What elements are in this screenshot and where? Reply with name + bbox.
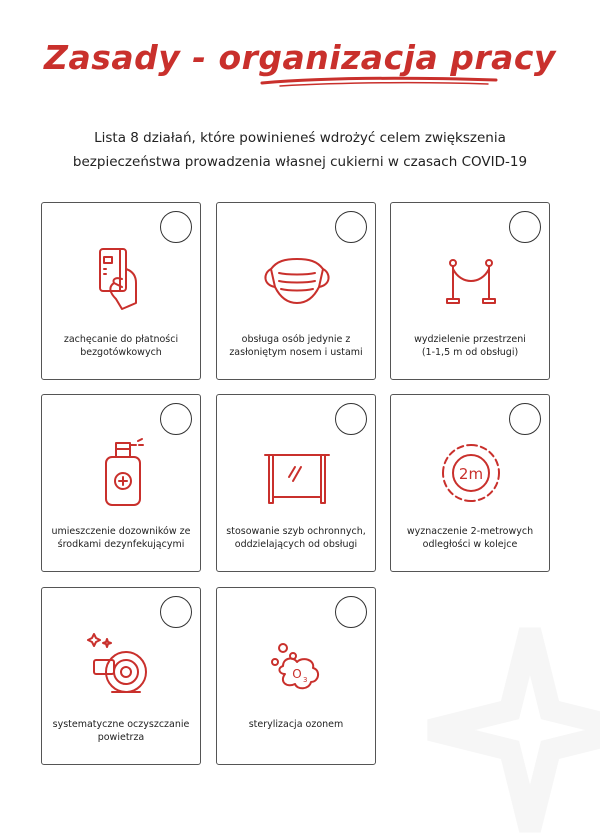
- card-label-line-2: odległości w kolejce: [422, 539, 518, 550]
- action-card-face-mask: [216, 202, 376, 380]
- card-label: [48, 525, 194, 551]
- decorative-sparkle-icon: [420, 620, 600, 840]
- card-label-line-2: oddzielających od obsługi: [234, 539, 358, 550]
- card-payment-icon: [82, 241, 162, 321]
- card-label: [48, 718, 194, 744]
- subtitle-line-1: Lista 8 działań, które powinieneś wdrożyć celem zwiększenia: [94, 130, 506, 146]
- ozone-icon: [257, 626, 337, 706]
- checkbox-circle[interactable]: [160, 211, 192, 243]
- card-label: [48, 333, 194, 359]
- card-label-line-2: bezgotówkowych: [80, 347, 162, 358]
- card-label: [223, 718, 369, 731]
- barrier-rope-icon: [431, 241, 511, 321]
- sanitizer-bottle-icon: [82, 433, 162, 513]
- card-label-line-1: systematyczne oczyszczanie: [52, 719, 190, 730]
- action-card-card-payment: [41, 202, 201, 380]
- card-label-line-2: środkami dezynfekującymi: [57, 539, 185, 550]
- card-label-line-1: wyznaczenie 2-metrowych: [406, 526, 534, 537]
- air-purifier-icon: [82, 626, 162, 706]
- card-label-line-2: zasłoniętym nosem i ustami: [229, 347, 363, 358]
- checkbox-circle[interactable]: [335, 211, 367, 243]
- ozone-symbol: O: [292, 667, 302, 681]
- checkbox-circle[interactable]: [335, 596, 367, 628]
- card-label-line-1: sterylizacja ozonem: [248, 719, 344, 730]
- card-label-line-1: wydzielenie przestrzeni: [414, 334, 526, 345]
- action-card-sanitizer: [41, 394, 201, 572]
- card-label-line-1: umieszczenie dozowników ze: [51, 526, 191, 537]
- card-label: [397, 525, 543, 551]
- face-mask-icon: [257, 241, 337, 321]
- card-label-line-2: (1-1,5 m od obsługi): [421, 347, 519, 358]
- ozone-subscript: 3: [303, 676, 308, 684]
- title-underline: [260, 74, 500, 88]
- card-label-line-1: obsługa osób jedynie z: [241, 334, 351, 345]
- checkbox-circle[interactable]: [160, 403, 192, 435]
- action-card-air-purifier: [41, 587, 201, 765]
- page-title: Zasady - organizacja pracy: [44, 38, 556, 77]
- action-card-distance: [390, 394, 550, 572]
- card-label: [397, 333, 543, 359]
- card-label: [223, 333, 369, 359]
- page-subtitle: [40, 126, 560, 174]
- checkbox-circle[interactable]: [509, 403, 541, 435]
- distance-2m-icon: [431, 433, 511, 513]
- distance-text: 2m: [458, 465, 484, 483]
- card-label-line-1: stosowanie szyb ochronnych,: [226, 526, 366, 537]
- action-card-ozone: [216, 587, 376, 765]
- protective-screen-icon: [257, 433, 337, 513]
- checkbox-circle[interactable]: [335, 403, 367, 435]
- card-label: [223, 525, 369, 551]
- checkbox-circle[interactable]: [160, 596, 192, 628]
- subtitle-line-2: bezpieczeństwa prowadzenia własnej cukierni w czasach COVID-19: [72, 154, 528, 170]
- action-card-barrier-rope: [390, 202, 550, 380]
- checkbox-circle[interactable]: [509, 211, 541, 243]
- card-label-line-1: zachęcanie do płatności: [63, 334, 179, 345]
- card-label-line-2: powietrza: [97, 732, 145, 743]
- action-card-protective-screen: [216, 394, 376, 572]
